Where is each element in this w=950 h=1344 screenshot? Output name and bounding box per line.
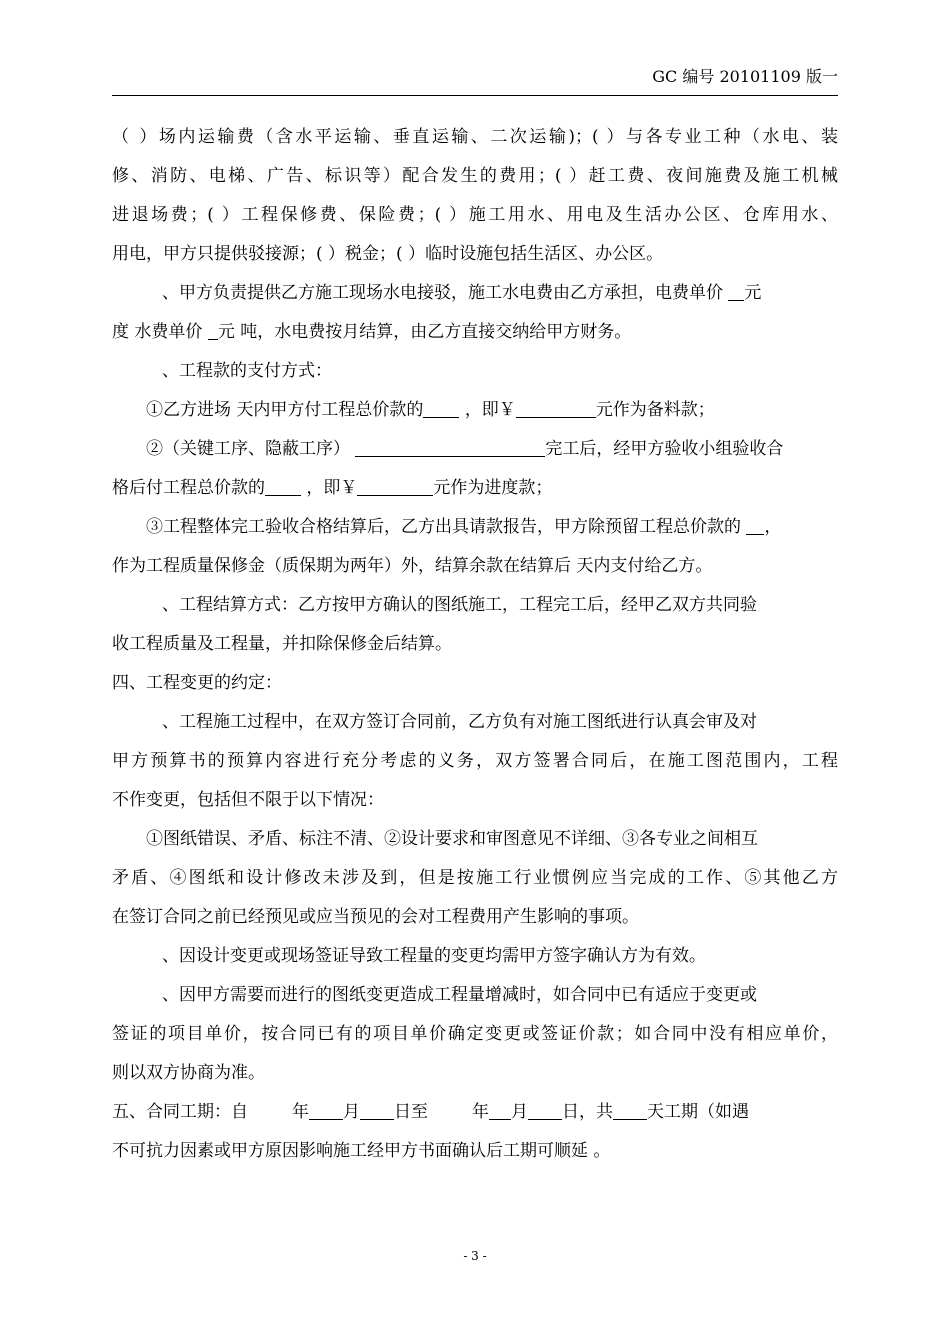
fill-blank <box>208 319 218 340</box>
document-body <box>112 118 838 1171</box>
payment-item-1: ①乙方进场 天内甲方付工程总价款的 ，即￥ 元作为备料款； <box>112 391 838 430</box>
text-line: 、工程施工过程中，在双方签订合同前，乙方负有对施工图纸进行认真会审及对 <box>162 712 757 732</box>
text-line: 收工程质量及工程量，并扣除保修金后结算。 <box>112 634 452 654</box>
section-heading-changes: 四、工程变更的约定： <box>112 673 282 693</box>
payment-item-2: ②（关键工序、隐蔽工序） 完工后，经甲方验收小组验收合 <box>112 430 838 469</box>
text-line: 、因设计变更或现场签证导致工程量的变更均需甲方签字确认方为有效。 <box>162 946 706 966</box>
fill-blank <box>357 475 433 496</box>
fill-blank <box>360 1099 394 1120</box>
payment-item-3: ③工程整体完工验收合格结算后，乙方出具请款报告，甲方除预留工程总价款的 ， <box>112 508 838 547</box>
text-line: 进退场费；( ）工程保修费、保险费；( ）施工用水、用电及生活办公区、仓库用水、 <box>112 205 838 225</box>
text-line: 、工程结算方式：乙方按甲方确认的图纸施工，工程完工后，经甲乙双方共同验 <box>162 595 757 615</box>
text-line: 作为工程质量保修金（质保期为两年）外，结算余款在结算后 天内支付给乙方。 <box>112 556 713 576</box>
text-line: 不作变更，包括但不限于以下情况： <box>112 790 384 810</box>
text-line: 甲方预算书的预算内容进行充分考虑的义务，双方签署合同后，在施工图范围内，工程 <box>112 751 838 771</box>
text-line: 在签订合同之前已经预见或应当预见的会对工程费用产生影响的事项。 <box>112 907 639 927</box>
fill-blank <box>355 436 545 457</box>
water-price-line: 度 水费单价 元 吨，水电费按月结算，由乙方直接交纳给甲方财务。 <box>112 313 838 352</box>
fill-blank <box>746 514 764 535</box>
fill-blank <box>516 397 596 418</box>
page-number: - 3 - <box>463 1249 487 1263</box>
text-line: ①图纸错误、矛盾、标注不清、②设计要求和审图意见不详细、③各专业之间相互 <box>146 829 758 849</box>
fill-blank <box>728 280 744 301</box>
fill-blank <box>423 397 459 418</box>
section-heading-payment: 、工程款的支付方式： <box>162 361 332 381</box>
fill-blank <box>265 475 301 496</box>
fill-blank <box>489 1099 511 1120</box>
text-line: 签证的项目单价，按合同已有的项目单价确定变更或签证价款；如合同中没有相应单价， <box>112 1024 838 1044</box>
electricity-price-line: 、甲方负责提供乙方施工现场水电接驳，施工水电费由乙方承担，电费单价 元 <box>112 274 838 313</box>
text-line: 不可抗力因素或甲方原因影响施工经甲方书面确认后工期可顺延 。 <box>112 1141 611 1161</box>
text-line: （ ）场内运输费（含水平运输、垂直运输、二次运输)；( ）与各专业工种（水电、装 <box>112 127 838 147</box>
document-header: GC 编号 20101109 版一 <box>652 67 838 86</box>
fill-blank <box>528 1099 562 1120</box>
text-line: 用电，甲方只提供驳接源；( ）税金；( ）临时设施包括生活区、办公区。 <box>112 244 664 264</box>
header-rule <box>112 95 838 96</box>
text-line: 矛盾、④图纸和设计修改未涉及到，但是按施工行业惯例应当完成的工作、⑤其他乙方 <box>112 868 838 888</box>
fill-blank <box>613 1099 647 1120</box>
fill-blank <box>309 1099 343 1120</box>
payment-item-2-cont: 格后付工程总价款的 ，即￥ 元作为进度款； <box>112 469 838 508</box>
contract-period-line: 五、合同工期：自 年 月 日至 年 月 日，共 天工期（如遇 <box>112 1093 838 1132</box>
text-line: 、因甲方需要而进行的图纸变更造成工程量增减时，如合同中已有适应于变更或 <box>162 985 757 1005</box>
text-line: 修、消防、电梯、广告、标识等）配合发生的费用；( ）赶工费、夜间施费及施工机械 <box>112 166 838 186</box>
text-line: 则以双方协商为准。 <box>112 1063 265 1083</box>
